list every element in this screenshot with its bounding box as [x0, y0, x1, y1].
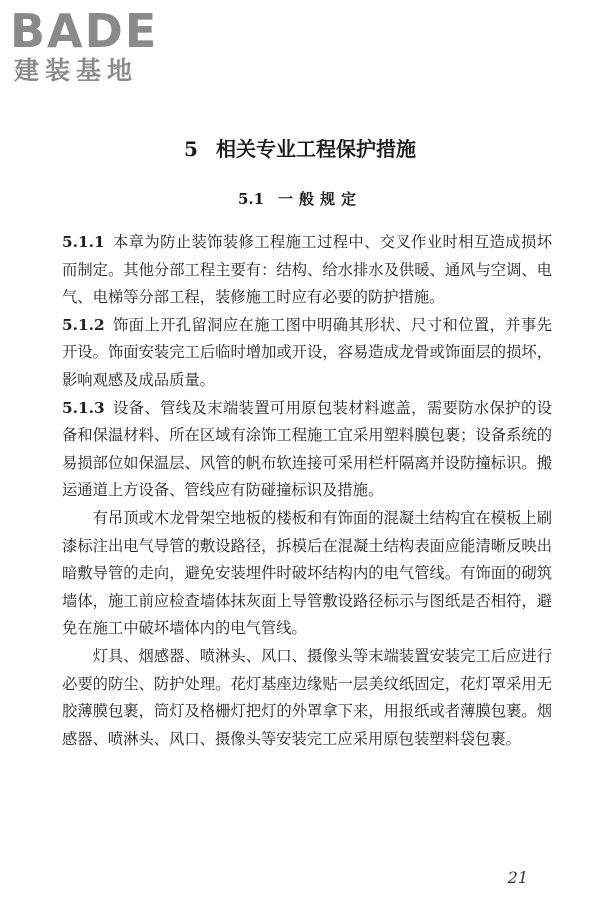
clause-number: 5.1.1 [62, 233, 105, 251]
paragraph: 有吊顶或木龙骨架空地板的楼板和有饰面的混凝土结构宜在模板上刷漆标注出电气导管的敷设路径，拆模后在混凝土结构表面应能清晰反映出暗敷导管的走向，避免安装埋件时破坏结构内的电气管线。有饰面的砌筑墙体，施工前应检查墙体抹灰面上导管敷设路径标示与图纸是否相符，避免在施工中破坏墙体内的电气管线。 [62, 508, 552, 638]
logo-subtitle: 建装基地 [14, 56, 139, 85]
clause-text: 本章为防止装饰装修工程施工过程中、交叉作业时相互造成损坏而制定。其他分部工程主要有：结构、给水排水及供暖、通风与空调、电气、电梯等分部工程，装修施工时应有必要的防护措施。 [62, 233, 552, 307]
body-text [62, 229, 552, 753]
page-number: 21 [507, 868, 528, 887]
clause [62, 229, 552, 312]
logo-mark: BADE [10, 4, 159, 58]
clause-number: 5.1.2 [62, 315, 105, 334]
clause-text: 饰面上开孔留洞应在施工图中明确其形状、尺寸和位置，并事先开设。饰面安装完工后临时增加或开设，容易造成龙骨或饰面层的损坏，影响观感及成品质量。 [62, 315, 552, 389]
clause [62, 312, 552, 395]
paragraph: 灯具、烟感器、喷淋头、风口、摄像头等末端装置安装完工后应进行必要的防尘、防护处理。花灯基座边缘贴一层美纹纸固定，花灯罩采用无胶薄膜包裹，筒灯及格栅灯把灯的外罩拿下来，用报纸或者薄膜包裹。烟感器、喷淋头、风口、摄像头等安装完工应采用原包装塑料袋包裹。 [62, 646, 552, 748]
clause-text: 设备、管线及末端装置可用原包装材料遮盖，需要防水保护的设备和保温材料、所在区域有涂饰工程施工宜采用塑料膜包裹；设备系统的易损部位如保温层、风管的帆布软连接可采用栏杆隔离并设防撞标识。搬运通道上方设备、管线应有防碰撞标识及措施。 [62, 398, 552, 500]
clause [62, 395, 552, 505]
section-title: 一般规定 [278, 190, 363, 208]
chapter-number: 5 [184, 137, 198, 161]
section-number: 5.1 [237, 190, 265, 208]
clause-number: 5.1.3 [62, 398, 105, 417]
section-heading [0, 188, 600, 209]
chapter-heading [0, 133, 600, 162]
chapter-title: 相关专业工程保护措施 [215, 137, 416, 161]
logo [10, 6, 158, 86]
